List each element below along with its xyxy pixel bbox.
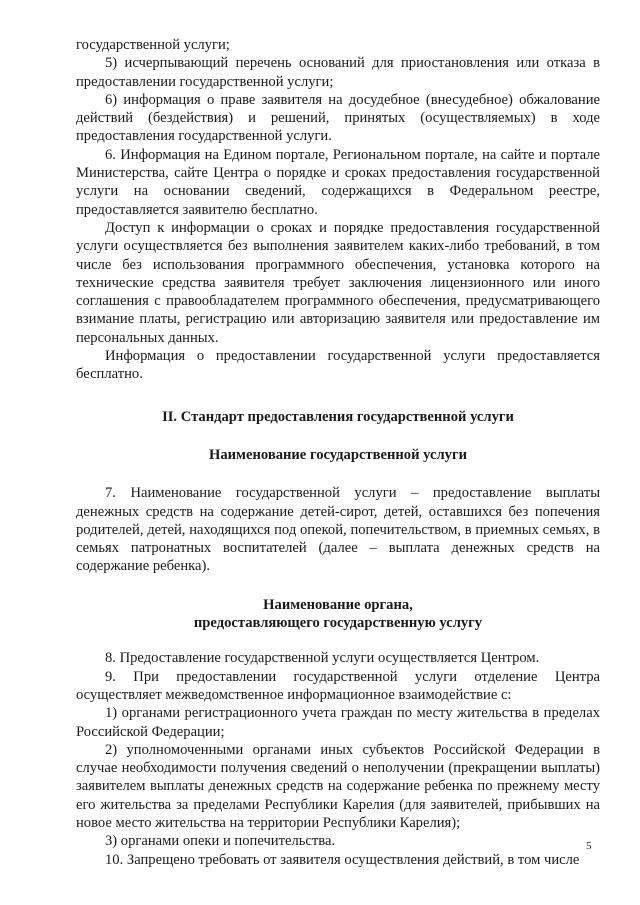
paragraph: 5) исчерпывающий перечень оснований для приостановления или отказа в предоставлении государственной услуги; (76, 55, 600, 90)
paragraph: государственной услуги; (76, 37, 230, 53)
page-number: 5 (586, 840, 592, 852)
paragraph: 1) органами регистрационного учета граждан по месту жительства в пределах Российской Федерации; (76, 705, 600, 740)
subsection-title-line-2: предоставляющего государственную услугу (193, 615, 483, 632)
subsection-title-line-1: Наименование органа, (263, 596, 413, 613)
paragraph: 3) органами опеки и попечительства. (105, 833, 336, 850)
paragraph: 10. Запрещено требовать от заявителя осуществления действий, в том числе (105, 851, 580, 868)
paragraph: Доступ к информации о сроках и порядке предоставления государственной услуги осуществляется без выполнения заявителем каких-либо требований, в том числе без использования программного обеспечения, установка которого на технические средства заявителя требует заключения лицензионного или иного соглашения с правообладателем программного обеспечения, предусматривающего взимание платы, регистрацию или авторизацию заявителя или предоставление им персональных данных. (76, 219, 600, 346)
subsection-title: Наименование государственной услуги (209, 446, 467, 463)
paragraph: Информация о предоставлении государственной услуги предоставляется бесплатно. (76, 348, 600, 383)
section-title: II. Стандарт предоставления государственной услуги (162, 408, 514, 425)
paragraph: 2) уполномоченными органами иных субъектов Российской Федерации в случае необходимости получения сведений о неполучении (прекращении выплаты) заявителем выплаты денежных средств на содержание ребенка по прежнему месту его жительства за пределами Республики Карелия (для заявителей, прибывших на новое место жительства на территории Республики Карелия); (76, 741, 600, 831)
paragraph: 6. Информация на Едином портале, Региональном портале, на сайте и портале Министерства, сайте Центра о порядке и сроках предоставления государственной услуги на основании сведений, содержащихся в Федеральном реестре, предоставляется заявителю бесплатно. (76, 146, 600, 218)
paragraph: 8. Предоставление государственной услуги осуществляется Центром. (105, 650, 540, 667)
paragraph: 7. Наименование государственной услуги – предоставление выплаты денежных средств на содержание детей-сирот, детей, оставшихся без попечения родителей, детей, находящихся под опекой, попечительством, в приемных семьях, в семьях патронатных воспитателей (далее – выплата денежных средств на содержание ребенка). (76, 485, 600, 575)
paragraph: 6) информация о праве заявителя на досудебное (внесудебное) обжалование действий (бездействия) и решений, принятых (осуществляемых) в ходе предоставления государственной услуги. (76, 91, 600, 145)
document-page (76, 36, 600, 869)
paragraph: 9. При предоставлении государственной услуги отделение Центра осуществляет межведомственное информационное взаимодействие с: (76, 668, 600, 703)
